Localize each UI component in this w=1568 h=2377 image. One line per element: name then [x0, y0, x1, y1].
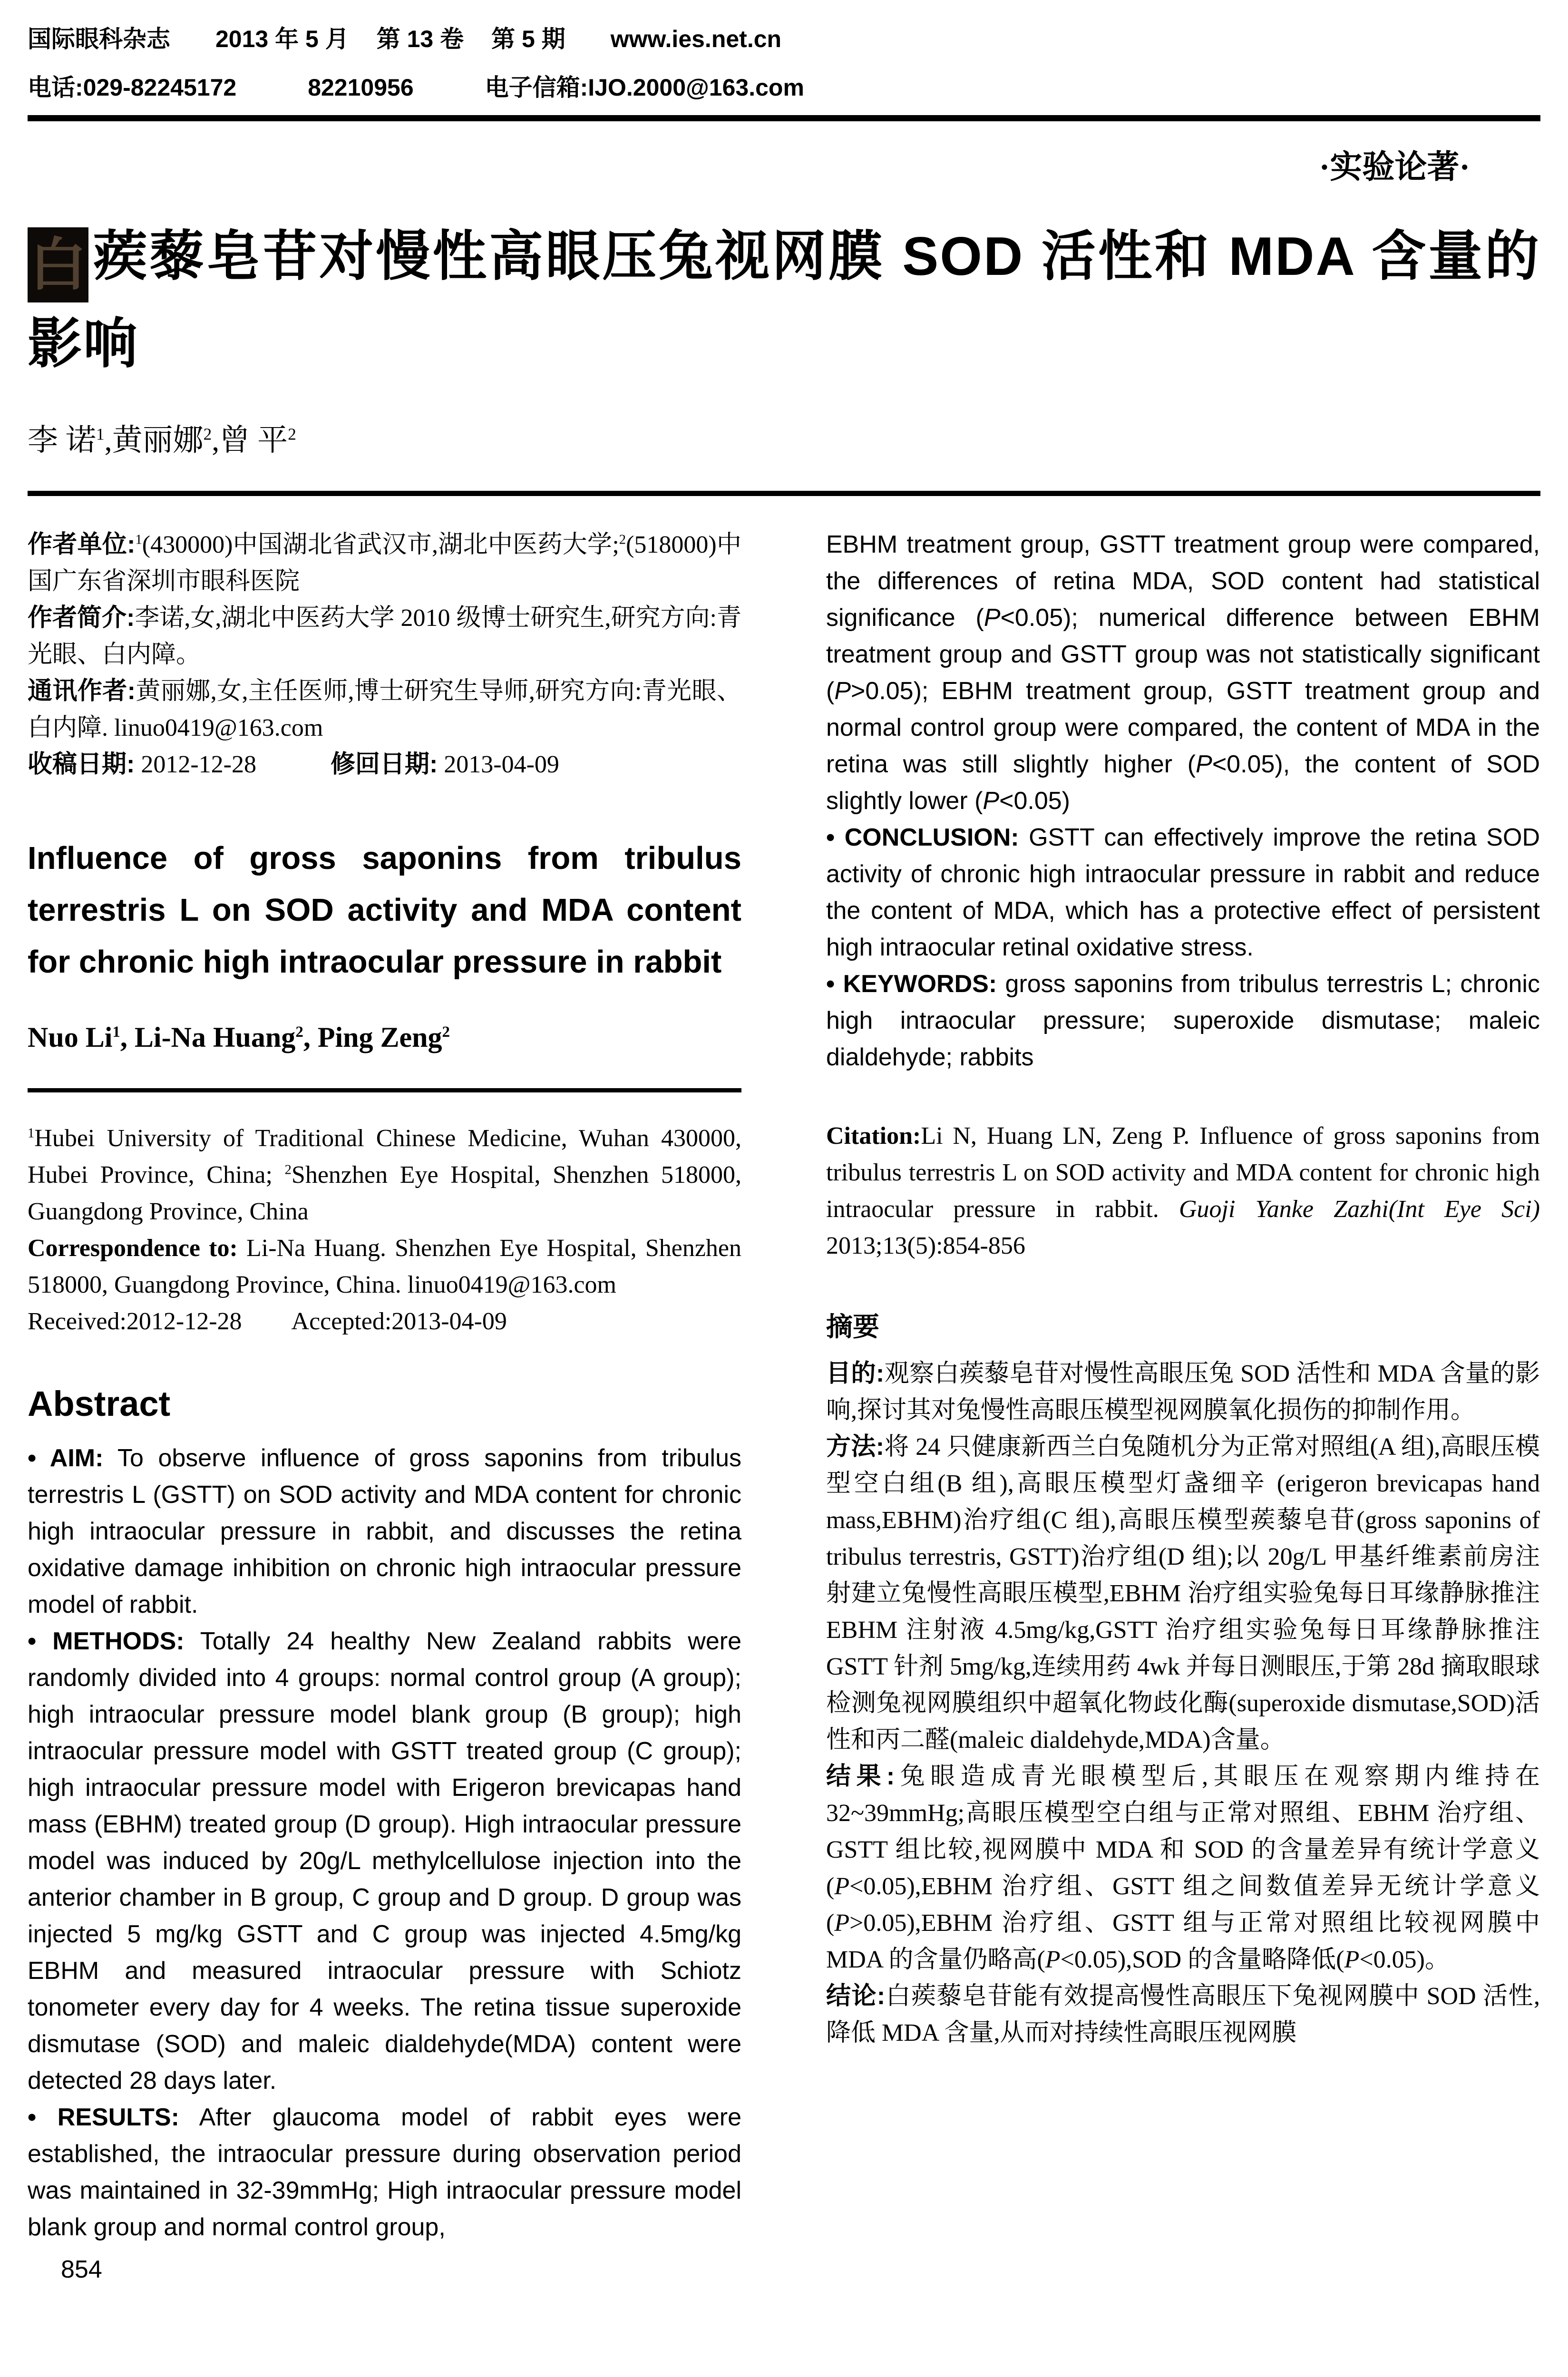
abstract-conclusion: • CONCLUSION: GSTT can effectively improve the retina SOD activity of chronic high intraocular pressure in rabbit and reduce the content of MDA, which has a protective effect of persistent high intraocular retinal oxidative stress. — [826, 824, 1540, 961]
affiliation-cn: 作者单位:$^1$(430000)中国湖北省武汉市,湖北中医药大学;$^2$(518000)中国广东省深圳市眼科医院 — [28, 531, 741, 595]
masthead-line-1 — [28, 20, 1540, 54]
corresponding-author-cn: 通讯作者:黄丽娜,女,主任医师,博士研究生导师,研究方向:青光眼、白内障. linuo0419@163.com — [28, 677, 741, 741]
article-title-en: Influence of gross saponins from tribulus terrestris L on SOD activity and MDA content for chronic high intraocular pressure in rabbit — [28, 840, 741, 980]
abstract-results-cn: 结果:兔眼造成青光眼模型后,其眼压在观察期内维持在 32~39mmHg;高眼压模型空白组与正常对照组、EBHM 治疗组、GSTT 组比较,视网膜中 MDA 和 SOD 的含量差异有统计学意义(P<0.05),EBHM 治疗组、GSTT 组之间数值差异无统计学意义(P>0.05),EBHM 治疗组、GSTT 组与正常对照组比较视网膜中 MDA 的含量仍略高(P<0.05),SOD 的含量略降低(P<0.05)。 — [826, 1763, 1540, 1973]
authors-cn: 李 诺$^1$,黄丽娜$^2$,曾 平$^2$ — [28, 423, 296, 457]
footnote-divider-rule — [28, 1088, 741, 1092]
abstract-aim-cn: 目的:观察白蒺藜皂苷对慢性高眼压兔 SOD 活性和 MDA 含量的影响,探讨其对兔慢性高眼压模型视网膜氧化损伤的抑制作用。 — [826, 1360, 1540, 1424]
abstract-heading: Abstract — [28, 1384, 171, 1423]
abstract-results: • RESULTS: After glaucoma model of rabbit eyes were established, the intraocular pressure during observation period was maintained in 32-39mmHg; High intraocular pressure model blank group and normal control group, — [28, 2104, 741, 2241]
article-type-badge: ·实验论著· — [1319, 149, 1470, 185]
left-column — [28, 526, 741, 2246]
abstract-methods-cn: 方法:将 24 只健康新西兰白兔随机分为正常对照组(A 组),高眼压模型空白组(B 组),高眼压模型灯盏细辛 (erigeron brevicapas hand mass,EBHM)治疗组(C 组),高眼压模型蒺藜皂苷(gross saponins of tribulus terrestris, GSTT)治疗组(D 组);以 20g/L 甲基纤维素前房注射建立兔慢性高眼压模型,EBHM 治疗组实验兔每日耳缘静脉推注 EBHM 注射液 4.5mg/kg,GSTT 治疗组实验兔每日耳缘静脉推注 GSTT 针剂 5mg/kg,连续用药 4wk 并每日测眼压,于第 28d 摘取眼球检测兔视网膜组织中超氧化物歧化酶(superoxide dismutase,SOD)活性和丙二醛(maleic dialdehyde,MDA)含量。 — [826, 1433, 1540, 1754]
journal-masthead — [28, 20, 1540, 103]
abstract-heading-cn: 摘要 — [826, 1312, 879, 1342]
masthead-line-2 — [28, 68, 1540, 103]
abstract-conclusion-cn: 结论:白蒺藜皂苷能有效提高慢性高眼压下兔视网膜中 SOD 活性,降低 MDA 含量,从而对持续性高眼压视网膜 — [826, 1982, 1540, 2046]
phone-number-2: 82210956 — [308, 74, 414, 101]
journal-name: 国际眼科杂志 — [28, 26, 170, 52]
manuscript-dates-en: Received:2012-12-28 Accepted:2013-04-09 — [28, 1308, 507, 1335]
abstract-methods: • METHODS: Totally 24 healthy New Zealand rabbits were randomly divided into 4 groups: normal control group (A group); high intraocular pressure model blank group (B group); high intraocular pressure model with GSTT treated group (C group); high intraocular pressure model with Erigeron brevicapas hand mass (EBHM) treated group (D group). High intraocular pressure model was induced by 20g/L methylcellulose injection into the anterior chamber in B group, C group and D group. D group was injected 5 mg/kg GSTT and C group was injected 4.5mg/kg EBHM and measured intraocular pressure with Schiotz tonometer every day for 4 weeks. The retina tissue superoxide dismutase (SOD) and maleic dialdehyde(MDA) content were detected 28 days later. — [28, 1627, 741, 2094]
article-title-cn-text: 蒺藜皂苷对慢性高眼压兔视网膜 SOD 活性和 MDA 含量的影响 — [28, 226, 1540, 374]
email-address: 电子信箱:IJO.2000@163.com — [485, 74, 804, 101]
abstract-keywords: • KEYWORDS: gross saponins from tribulus terrestris L; chronic high intraocular pressure; superoxide dismutase; maleic dialdehyde; rabbits — [826, 970, 1540, 1071]
affiliation-en: $^1$Hubei University of Traditional Chinese Medicine, Wuhan 430000, Hubei Province, China; $^2$Shenzhen Eye Hospital, Shenzhen 518000, Guangdong Province, China — [28, 1125, 742, 1225]
article-title-cn — [28, 215, 1540, 386]
title-dropcap-inverted: 白 — [28, 227, 88, 302]
issue-date: 2013 年 5 月 — [215, 26, 349, 52]
right-column — [826, 526, 1540, 2246]
abstract-aim: • AIM: To observe influence of gross saponins from tribulus terrestris L (GSTT) on SOD activity and MDA content for chronic high intraocular pressure in rabbit, and discusses the retina oxidative damage inhibition on chronic high intraocular pressure model of rabbit. — [28, 1444, 742, 1618]
correspondence-en: Correspondence to: Li-Na Huang. Shenzhen Eye Hospital, Shenzhen 518000, Guangdong Province, China. linuo0419@163.com — [28, 1235, 741, 1298]
phone-number: 电话:029-82245172 — [28, 74, 237, 101]
authors-divider-rule — [28, 491, 1540, 496]
page-number: 854 — [61, 2256, 102, 2283]
masthead-divider-rule — [28, 115, 1540, 121]
author-bio-cn: 作者简介:李诺,女,湖北中医药大学 2010 级博士研究生,研究方向:青光眼、白内障。 — [28, 604, 741, 668]
website-url: www.ies.net.cn — [610, 26, 782, 52]
volume-label: 第 13 卷 — [376, 26, 464, 52]
issue-number: 第 5 期 — [491, 26, 565, 52]
manuscript-dates-cn: 收稿日期: 2012-12-28 修回日期: 2013-04-09 — [28, 750, 559, 778]
abstract-results-continued: EBHM treatment group, GSTT treatment group were compared, the differences of retina MDA, SOD content had statistical significance (P<0.05); numerical difference between EBHM treatment group and GSTT group was not statistically significant (P>0.05); EBHM treatment group, GSTT treatment group and normal control group were compared, the content of MDA in the retina was still slightly higher (P<0.05), the content of SOD slightly lower (P<0.05) — [826, 531, 1540, 815]
authors-en: Nuo Li$^1$, Li-Na Huang$^2$, Ping Zeng$^2$ — [28, 1022, 450, 1053]
citation: Citation:Li N, Huang LN, Zeng P. Influence of gross saponins from tribulus terrestris L on SOD activity and MDA content for chronic high intraocular pressure in rabbit. Guoji Yanke Zazhi(Int Eye Sci) 2013;13(5):854-856 — [826, 1122, 1540, 1259]
article-body — [28, 526, 1540, 2246]
